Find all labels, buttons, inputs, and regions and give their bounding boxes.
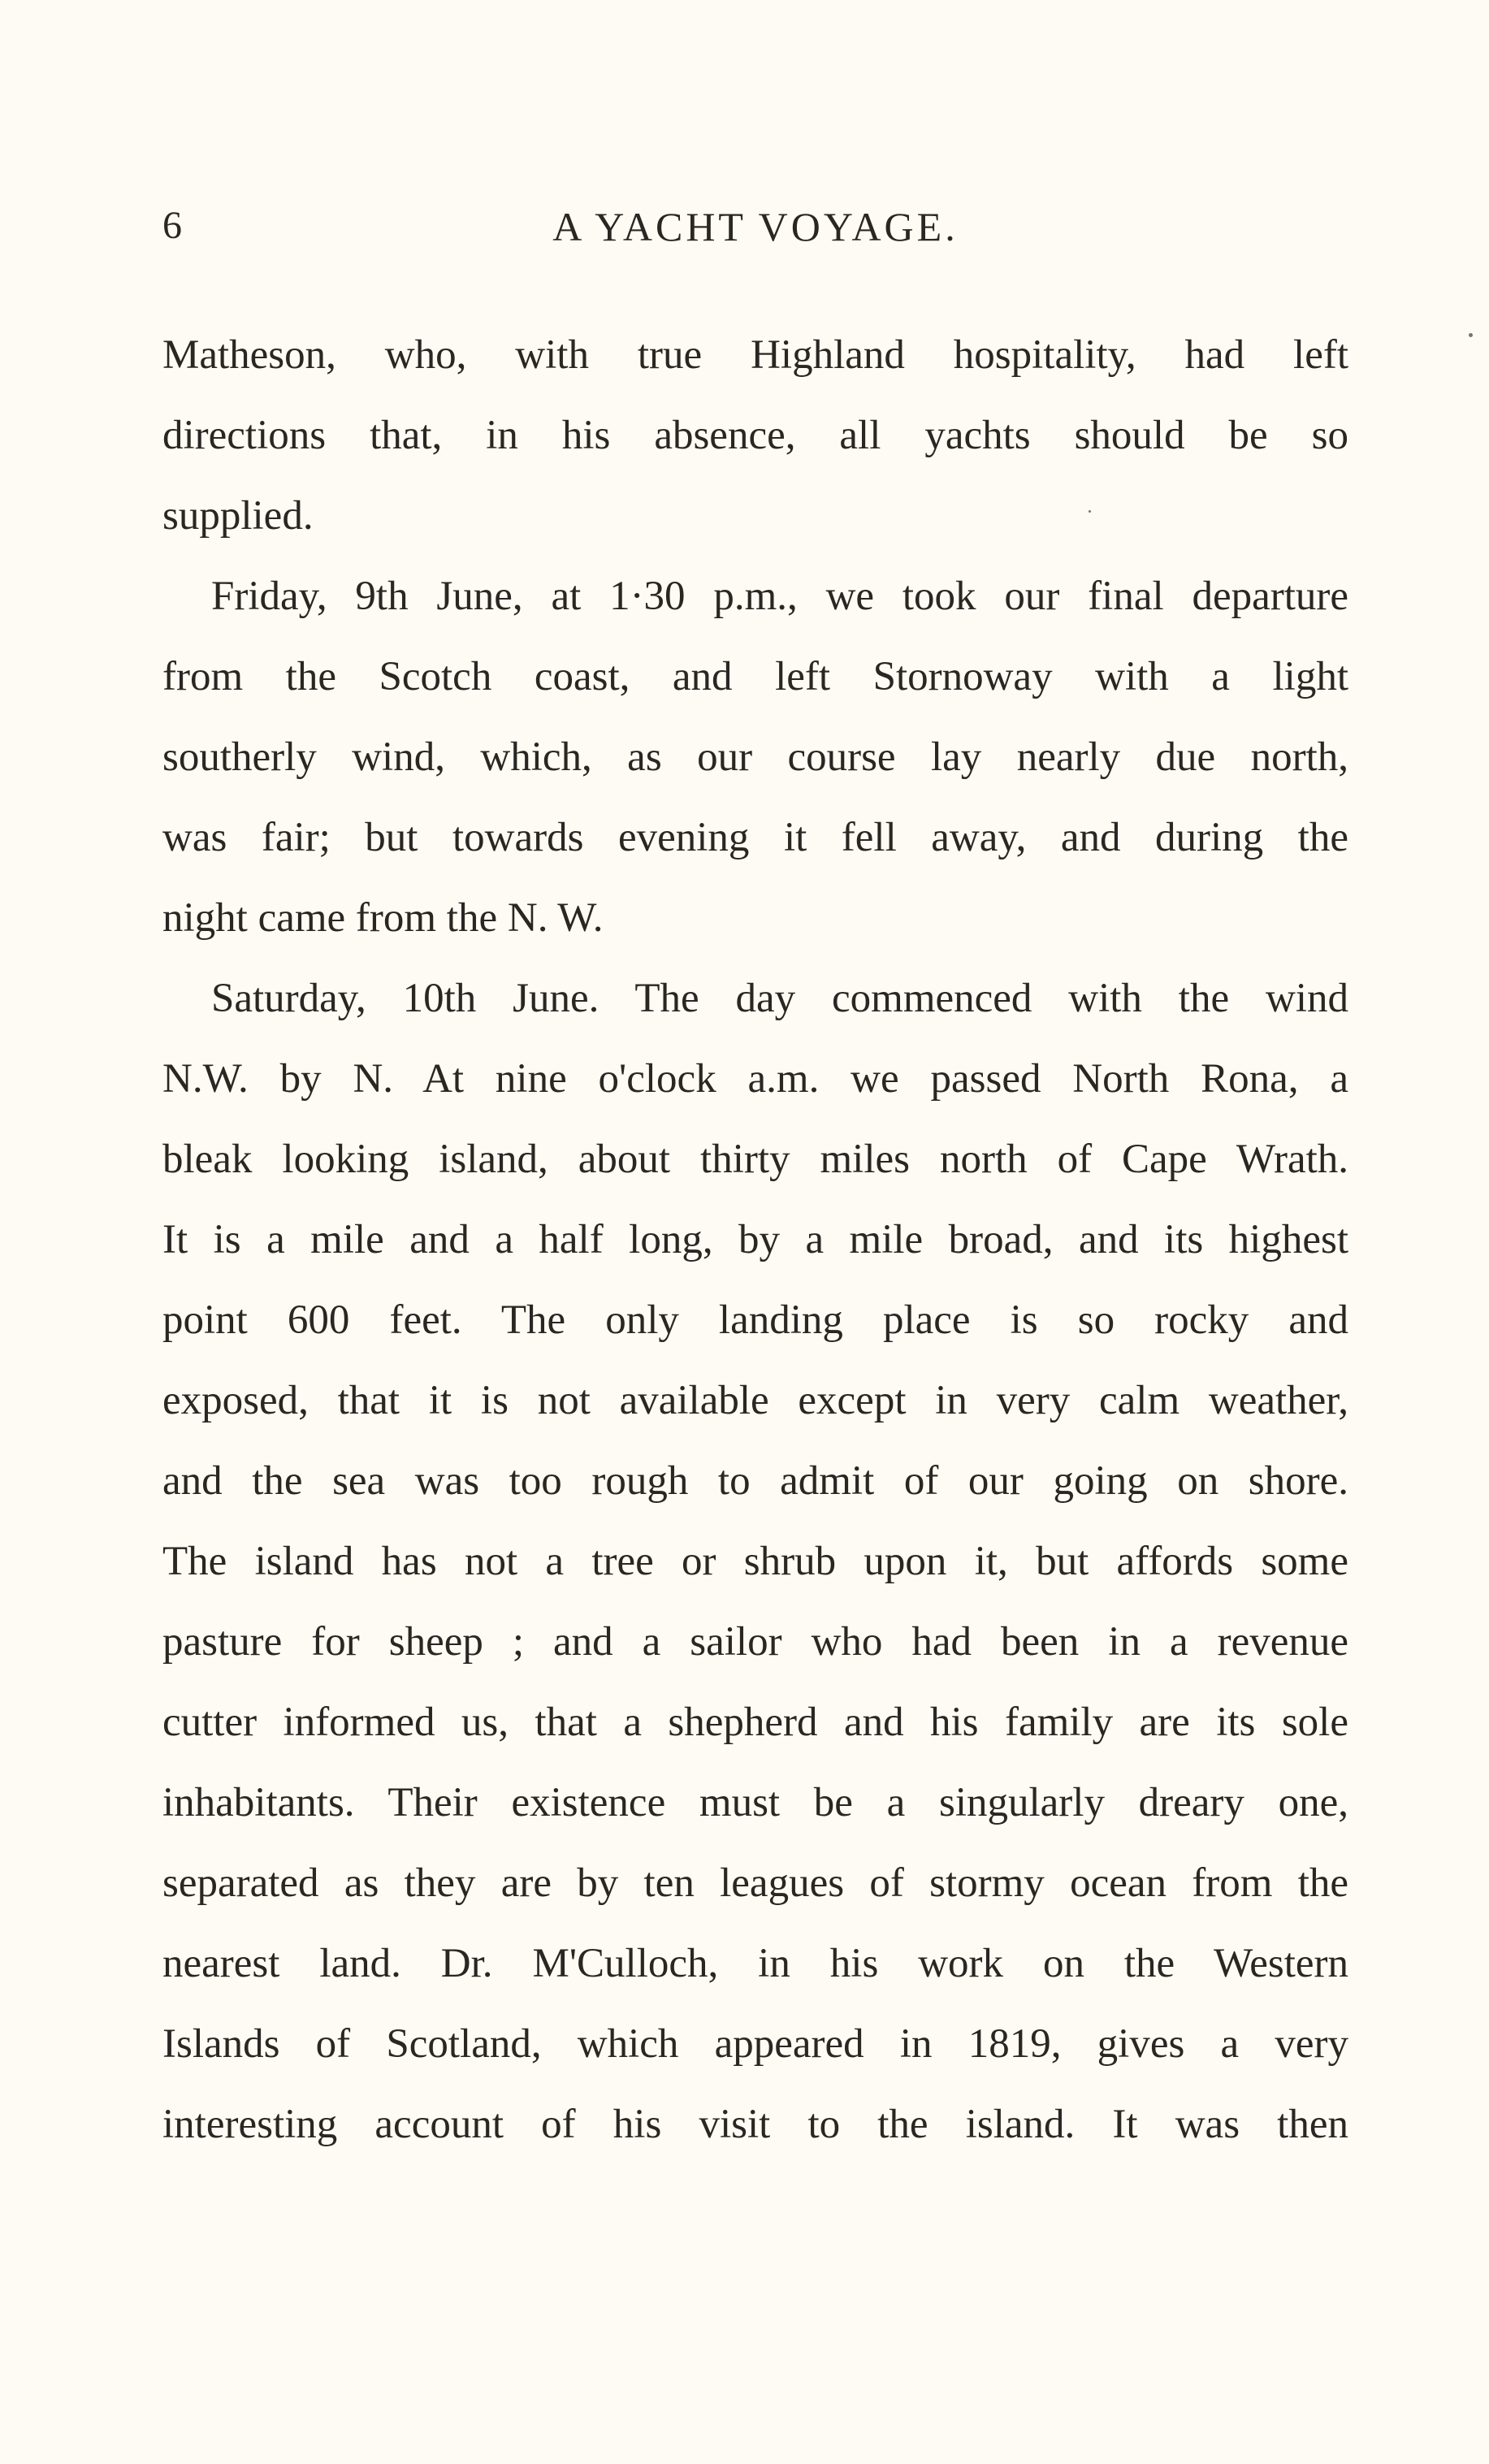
page-header [162, 203, 1348, 268]
text-line: interesting account of his visit to the island. It was then [162, 2102, 1348, 2147]
text-line: N.W. by N. At nine o'clock a.m. we passed North Rona, a [162, 1056, 1348, 1102]
text-line: The island has not a tree or shrub upon it, but affords some [162, 1539, 1348, 1584]
text-line: cutter informed us, that a shepherd and his family are its sole [162, 1700, 1348, 1745]
text-line: Saturday, 10th June. The day commenced with the wind [211, 976, 1348, 1021]
text-line: separated as they are by ten leagues of stormy ocean from the [162, 1860, 1348, 1906]
text-line: It is a mile and a half long, by a mile broad, and its highest [162, 1217, 1348, 1262]
text-line: supplied. [162, 493, 314, 539]
text-line: Friday, 9th June, at 1·30 p.m., we took our final departure [211, 574, 1348, 619]
body-text [162, 315, 1348, 2165]
paper-speck [1089, 510, 1091, 513]
text-line: was fair; but towards evening it fell away, and during the [162, 815, 1348, 860]
text-line: Islands of Scotland, which appeared in 1819, gives a very [162, 2021, 1348, 2067]
text-line: exposed, that it is not available except in very calm weather, [162, 1378, 1348, 1423]
text-line: directions that, in his absence, all yachts should be so [162, 413, 1348, 458]
text-line: southerly wind, which, as our course lay nearly due north, [162, 734, 1348, 780]
text-line: inhabitants. Their existence must be a singularly dreary one, [162, 1780, 1348, 1825]
running-head: A YACHT VOYAGE. [552, 204, 959, 249]
text-line: Matheson, who, with true Highland hospitality, had left [162, 332, 1348, 378]
text-line: bleak looking island, about thirty miles north of Cape Wrath. [162, 1137, 1348, 1182]
paper-speck [1469, 333, 1473, 337]
text-line: point 600 feet. The only landing place is so rocky and [162, 1297, 1348, 1343]
page-number: 6 [162, 204, 183, 247]
text-line: pasture for sheep ; and a sailor who had been in a revenue [162, 1619, 1348, 1665]
text-line: night came from the N. W. [162, 895, 604, 941]
text-line: and the sea was too rough to admit of our going on shore. [162, 1458, 1348, 1504]
text-line: from the Scotch coast, and left Stornoway with a light [162, 654, 1348, 699]
text-line: nearest land. Dr. M'Culloch, in his work on the Western [162, 1941, 1348, 1986]
